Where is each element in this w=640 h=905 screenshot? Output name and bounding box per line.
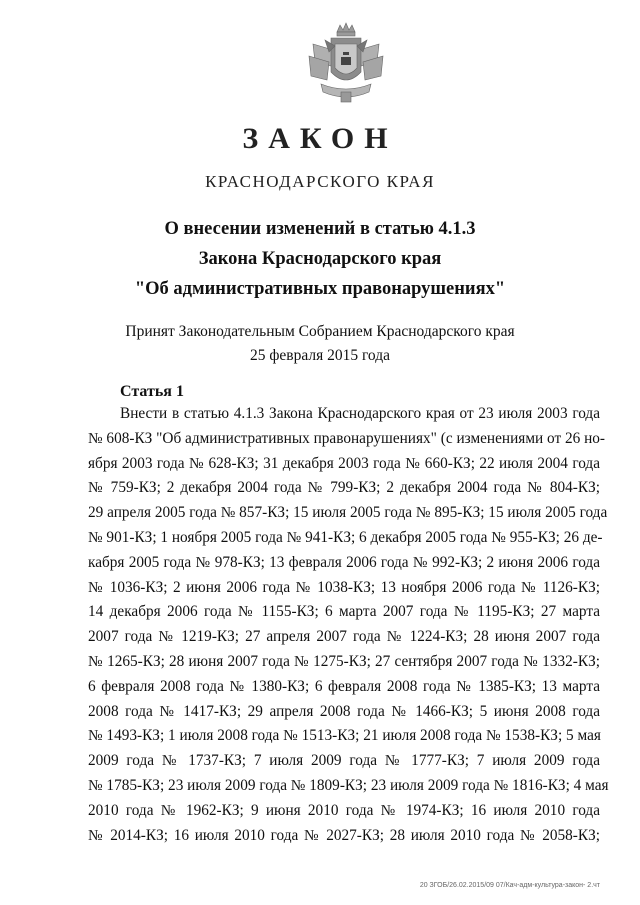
paragraph-line: Внести в статью 4.1.3 Закона Краснодарского края от 23 июля 2003 года [120,405,600,422]
paragraph-line: № 759-КЗ; 2 декабря 2004 года № 799-КЗ; 2 декабря 2004 года № 804-КЗ; [88,479,600,497]
adoption-info [0,320,640,368]
article-body [88,402,609,848]
article-title: Статья 1 [120,383,184,400]
document-title: ЗАКОН [242,122,398,155]
paragraph-line: 6 февраля 2008 года № 1380-КЗ; 6 февраля 2008 года № 1385-КЗ; 13 марта [88,677,600,695]
krasnodar-coat-of-arms-icon [303,22,389,108]
footer-filepath: 20 ЗГОБ/26.02.2015/09 07/Кач-адм-культура-закон- 2.чт [419,882,600,889]
paragraph-line: № 1785-КЗ; 23 июля 2009 года № 1809-КЗ; 23 июля 2009 года № 1816-КЗ; 4 мая [88,776,609,794]
paragraph-line: 2010 года № 1962-КЗ; 9 июня 2010 года № 1974-КЗ; 16 июля 2010 года [88,801,600,819]
paragraph-line: № 1265-КЗ; 28 июня 2007 года № 1275-КЗ; 27 сентября 2007 года № 1332-КЗ; [88,652,600,670]
paragraph-line: 2007 года № 1219-КЗ; 27 апреля 2007 года № 1224-КЗ; 28 июня 2007 года [88,628,600,646]
paragraph-line: № 2014-КЗ; 16 июля 2010 года № 2027-КЗ; 28 июля 2010 года № 2058-КЗ; [88,826,600,844]
paragraph-line: № 901-КЗ; 1 ноября 2005 года № 941-КЗ; 6 декабря 2005 года № 955-КЗ; 26 де- [88,528,603,546]
paragraph-line: ября 2003 года № 628-КЗ; 31 декабря 2003 года № 660-КЗ; 22 июля 2004 года [88,454,600,472]
adoption-body: Принят Законодательным Собранием Краснодарского края [125,323,515,340]
paragraph-line: 14 декабря 2006 года № 1155-КЗ; 6 марта 2007 года № 1195-КЗ; 27 марта [88,603,600,621]
adoption-date: 25 февраля 2015 года [249,347,391,364]
paragraph-line: 29 апреля 2005 года № 857-КЗ; 15 июля 2005 года № 895-КЗ; 15 июля 2005 года [88,504,608,522]
paragraph-line: 2008 года № 1417-КЗ; 29 апреля 2008 года № 1466-КЗ; 5 июня 2008 года [88,702,600,720]
law-heading [0,214,640,304]
paragraph-line: кабря 2005 года № 978-КЗ; 13 февраля 2006 года № 992-КЗ; 2 июня 2006 года [88,553,600,571]
heading-line: О внесении изменений в статью 4.1.3 [164,219,476,239]
paragraph-line: № 1036-КЗ; 2 июня 2006 года № 1038-КЗ; 13 ноября 2006 года № 1126-КЗ; [88,578,600,596]
paragraph-line: 2009 года № 1737-КЗ; 7 июля 2009 года № 1777-КЗ; 7 июля 2009 года [88,752,600,770]
document-subtitle: КРАСНОДАРСКОГО КРАЯ [205,172,435,191]
heading-line: "Об административных правонарушениях" [134,279,506,299]
paragraph-line: № 608-КЗ "Об административных правонарушениях" (с изменениями от 26 но- [88,429,606,447]
paragraph-line: № 1493-КЗ; 1 июля 2008 года № 1513-КЗ; 21 июля 2008 года № 1538-КЗ; 5 мая [88,727,601,745]
heading-line: Закона Краснодарского края [198,249,442,269]
